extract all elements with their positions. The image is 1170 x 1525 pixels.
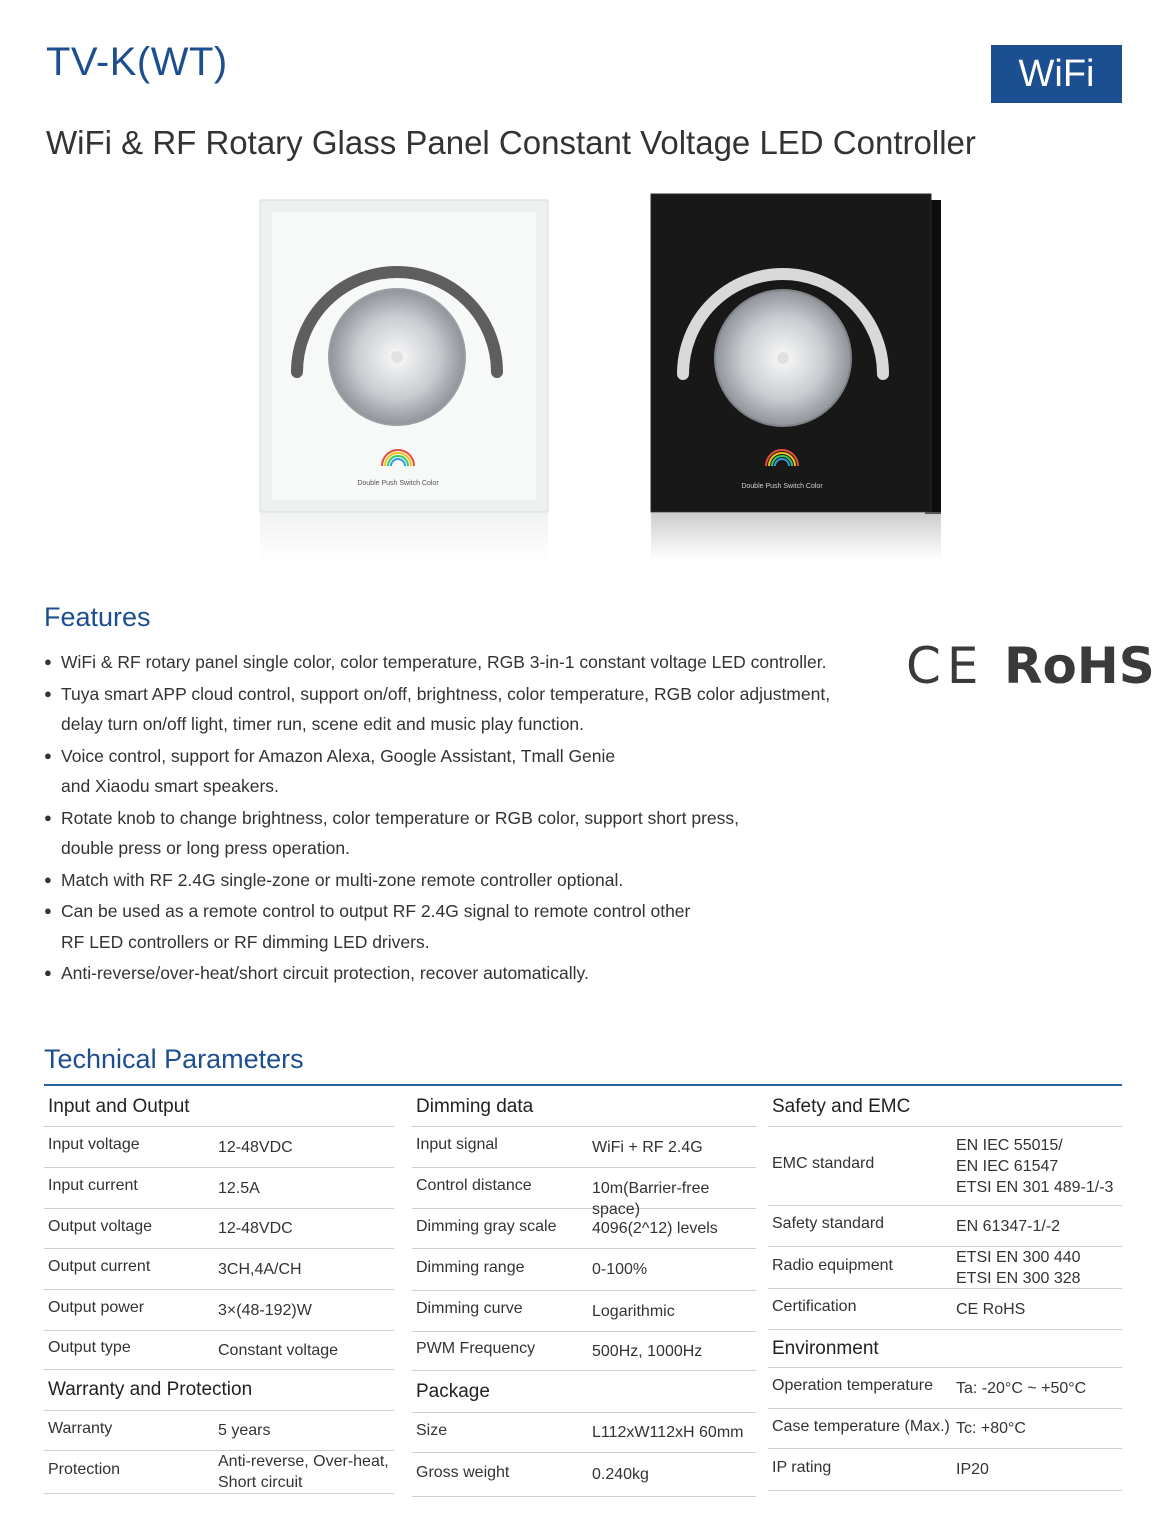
feature-text: ● Tuya smart APP cloud control, support on/off, brightness, color temperature, RGB color adjustment, <box>61 683 831 704</box>
param-label: Control distance <box>416 1177 532 1194</box>
feature-item <box>44 803 864 864</box>
param-value-line: Tc: +80°C <box>956 1420 1026 1437</box>
param-value-line: L112xW112xH 60mm <box>592 1424 744 1441</box>
white-panel-image <box>258 196 558 576</box>
param-value-line: 3×(48-192)W <box>218 1301 312 1319</box>
param-label: Input current <box>48 1177 138 1194</box>
param-label: PWM Frequency <box>416 1340 536 1357</box>
feature-text: ● Anti-reverse/over-heat/short circuit protection, recover automatically. <box>61 963 589 983</box>
param-row <box>412 1332 756 1371</box>
param-row <box>768 1449 1122 1491</box>
param-row <box>768 1206 1122 1247</box>
param-value <box>218 1340 338 1361</box>
param-value-line: IP20 <box>956 1461 989 1478</box>
param-label: Dimming curve <box>416 1300 523 1317</box>
param-group-heading <box>44 1370 394 1411</box>
feature-text: ● Can be used as a remote control to output RF 2.4G signal to remote control other <box>61 901 691 921</box>
param-row <box>412 1413 756 1453</box>
param-value <box>218 1300 312 1321</box>
param-row <box>412 1209 756 1249</box>
param-label: Certification <box>772 1298 857 1315</box>
param-value-line: EN 61347-1/-2 <box>956 1217 1061 1235</box>
param-value-line: Anti-reverse, Over-heat, <box>218 1453 389 1470</box>
param-value-line: 4096(2^12) levels <box>592 1220 718 1237</box>
param-label: Case temperature (Max.) <box>772 1417 950 1435</box>
param-row <box>44 1168 394 1209</box>
rohs-mark: RoHS <box>1004 637 1155 695</box>
param-row <box>44 1290 394 1331</box>
param-group-title: Package <box>416 1380 490 1402</box>
param-value-line: 12.5A <box>218 1179 260 1197</box>
param-value-line: EN IEC 55015/ <box>956 1136 1063 1154</box>
model-title: TV-K(WT) <box>46 40 228 84</box>
param-label: Output power <box>48 1299 145 1316</box>
param-value-line: CE RoHS <box>956 1300 1026 1318</box>
feature-text: ● WiFi & RF rotary panel single color, color temperature, RGB 3-in-1 constant voltage LED controller. <box>61 652 827 672</box>
white-panel-label: Double Push Switch Color <box>357 480 439 487</box>
param-value <box>956 1299 1025 1320</box>
param-label: IP rating <box>772 1458 832 1476</box>
param-value-line: 500Hz, 1000Hz <box>592 1342 703 1360</box>
param-value-line: WiFi + RF 2.4G <box>592 1138 703 1156</box>
param-label: Input voltage <box>48 1136 140 1153</box>
param-label: Safety standard <box>772 1215 885 1232</box>
param-label: Input signal <box>416 1136 498 1153</box>
feature-text: ● Rotate knob to change brightness, color temperature or RGB color, support short press, <box>61 807 739 828</box>
param-value-line: 3CH,4A/CH <box>218 1260 302 1278</box>
param-row <box>44 1209 394 1249</box>
features-list <box>44 647 864 990</box>
param-value <box>592 1259 647 1280</box>
param-group-title: Environment <box>772 1337 879 1359</box>
technical-parameters-title: Technical Parameters <box>44 1044 304 1074</box>
param-label: Size <box>416 1421 448 1439</box>
feature-text: ● Match with RF 2.4G single-zone or multi-zone remote controller optional. <box>61 869 624 890</box>
param-value <box>218 1137 293 1158</box>
param-label: Output type <box>48 1339 131 1356</box>
param-group-heading <box>412 1371 756 1413</box>
param-group-heading <box>44 1088 394 1127</box>
param-value-line: 0.240kg <box>592 1466 649 1483</box>
param-value <box>956 1135 1113 1198</box>
param-label: Output current <box>48 1258 151 1275</box>
param-row <box>768 1409 1122 1449</box>
param-group-title: Input and Output <box>48 1096 190 1117</box>
param-value <box>218 1420 270 1441</box>
ce-mark: CE <box>906 637 985 695</box>
param-value-line: 12-48VDC <box>218 1220 293 1237</box>
param-label: Radio equipment <box>772 1256 893 1274</box>
param-value-line: Short circuit <box>218 1474 303 1491</box>
param-row <box>768 1247 1122 1289</box>
param-value <box>956 1378 1086 1399</box>
param-value-line: ETSI EN 301 489-1/-3 <box>956 1178 1114 1196</box>
param-value <box>592 1341 702 1362</box>
feature-item <box>44 865 864 896</box>
param-row <box>44 1411 394 1451</box>
param-row <box>768 1289 1122 1330</box>
param-value <box>218 1178 260 1199</box>
param-value <box>956 1459 989 1480</box>
param-row <box>412 1453 756 1497</box>
feature-item <box>44 741 864 802</box>
feature-text: RF LED controllers or RF dimming LED drivers. <box>61 931 430 952</box>
feature-text: delay turn on/off light, timer run, scene edit and music play function. <box>61 714 585 734</box>
feature-item <box>44 896 864 957</box>
features-title: Features <box>44 602 151 632</box>
param-label: Dimming gray scale <box>416 1217 557 1235</box>
param-label: Dimming range <box>416 1258 525 1276</box>
wifi-badge: WiFi <box>991 45 1122 103</box>
param-value-line: Logarithmic <box>592 1302 675 1320</box>
param-group-heading <box>768 1088 1122 1127</box>
black-panel-label: Double Push Switch Color <box>741 483 823 490</box>
param-value <box>218 1451 389 1493</box>
param-value <box>218 1259 302 1280</box>
param-value-line: Constant voltage <box>218 1341 339 1359</box>
params-column-dimming <box>412 1088 756 1497</box>
product-subtitle: WiFi & RF Rotary Glass Panel Constant Voltage LED Controller <box>46 124 976 161</box>
param-group-heading <box>768 1330 1122 1368</box>
param-row <box>44 1331 394 1370</box>
param-value <box>592 1218 718 1239</box>
param-row <box>412 1291 756 1332</box>
param-label: Warranty <box>48 1419 113 1437</box>
param-value-line: 0-100% <box>592 1261 648 1278</box>
technical-parameters-rule <box>44 1084 1122 1086</box>
feature-text: and Xiaodu smart speakers. <box>61 776 279 796</box>
param-label: Protection <box>48 1461 121 1478</box>
param-row <box>44 1249 394 1290</box>
param-row <box>412 1249 756 1291</box>
param-value-line: ETSI EN 300 440 <box>956 1248 1081 1266</box>
param-row <box>44 1451 394 1494</box>
param-value-line: ETSI EN 300 328 <box>956 1269 1081 1287</box>
param-group-heading <box>412 1088 756 1127</box>
param-group-title: Safety and EMC <box>772 1096 911 1117</box>
params-column-input-output <box>44 1088 394 1494</box>
param-label: Output voltage <box>48 1217 153 1235</box>
param-value <box>218 1218 293 1239</box>
param-value <box>956 1247 1081 1289</box>
param-label: Operation temperature <box>772 1377 933 1394</box>
param-value <box>592 1137 703 1158</box>
param-label: Gross weight <box>416 1463 510 1481</box>
param-row <box>768 1368 1122 1409</box>
param-group-title: Warranty and Protection <box>48 1379 253 1400</box>
param-label: EMC standard <box>772 1155 875 1172</box>
param-value-line: Ta: -20°C ~ +50°C <box>956 1379 1087 1397</box>
param-value-line: 10m(Barrier-free space) <box>592 1179 710 1218</box>
param-value-line: EN IEC 61547 <box>956 1157 1059 1175</box>
param-row <box>768 1127 1122 1206</box>
param-value <box>956 1418 1026 1439</box>
param-value <box>592 1422 743 1443</box>
param-value <box>592 1464 649 1485</box>
param-row <box>412 1168 756 1218</box>
feature-text: ● Voice control, support for Amazon Alexa, Google Assistant, Tmall Genie <box>61 745 616 766</box>
params-column-safety <box>768 1088 1122 1491</box>
param-value-line: 12-48VDC <box>218 1138 293 1156</box>
param-value-line: 5 years <box>218 1422 271 1439</box>
param-row <box>44 1127 394 1168</box>
feature-item <box>44 958 864 989</box>
feature-item <box>44 647 864 678</box>
param-group-title: Dimming data <box>416 1096 534 1117</box>
param-row <box>412 1127 756 1168</box>
param-value <box>592 1301 675 1322</box>
param-value <box>956 1216 1060 1237</box>
feature-text: double press or long press operation. <box>61 838 350 858</box>
feature-item <box>44 679 864 740</box>
black-panel-image <box>645 190 955 570</box>
